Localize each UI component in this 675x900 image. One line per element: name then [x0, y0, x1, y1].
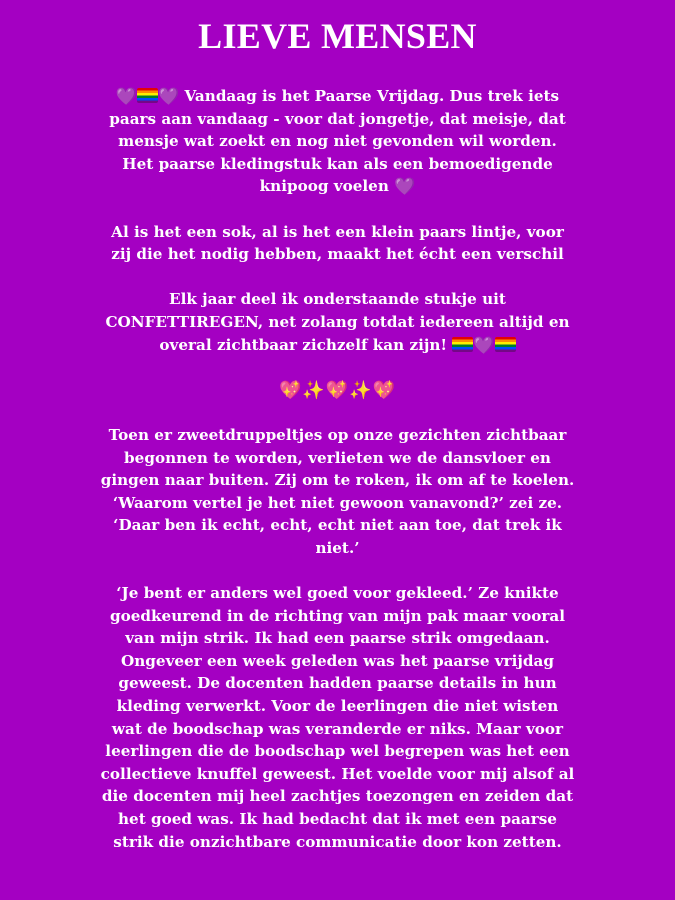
- sparkles-icon: ✨: [302, 379, 326, 401]
- purple-heart-icon: 💜: [115, 87, 138, 107]
- text-line: Al is het een sok, al is het een klein paars lintje, voor: [111, 222, 564, 241]
- text-segment: Vandaag is het Paarse Vrijdag. Dus trek iets: [184, 87, 560, 105]
- purple-heart-icon: 💜: [473, 335, 495, 356]
- text-line: goedkeurend in de richting van mijn pak maar vooral: [109, 606, 565, 625]
- pride-flag-icon: [495, 337, 516, 352]
- text-line: zij die het nodig hebben, maakt het écht een verschil: [111, 245, 564, 264]
- text-line: Ongeveer een week geleden was het paarse vrijdag: [121, 651, 554, 670]
- text-line: [30, 85, 645, 108]
- text-line: Elk jaar deel ik onderstaande stukje uit: [169, 290, 506, 309]
- page-title: LIEVE MENSEN: [198, 16, 477, 56]
- text-segment: overal zichtbaar zichzelf kan zijn!: [159, 335, 448, 354]
- text-line: niet.’: [315, 538, 360, 557]
- paragraph-story-part-2: [30, 582, 645, 853]
- purple-heart-icon: 💜: [158, 87, 180, 107]
- purple-heart-icon: 💜: [394, 177, 416, 198]
- sparkling-heart-icon: 💖: [372, 379, 397, 401]
- text-line: ‘Daar ben ik echt, echt, echt niet aan toe, dat trek ik: [113, 516, 562, 535]
- text-line: paars aan vandaag - voor dat jongetje, dat meisje, dat: [109, 109, 566, 128]
- text-segment: knipoog voelen: [259, 177, 389, 196]
- text-line: wat de boodschap was veranderde er niks. Maar voor: [111, 719, 564, 738]
- text-line: ‘Waarom vertel je het niet gewoon vanavond?’ zei ze.: [112, 493, 563, 512]
- text-line: Het paarse kledingstuk kan als een bemoedigende: [122, 154, 553, 173]
- text-line: ‘Je bent er anders wel goed voor gekleed.’ Ze knikte: [116, 584, 559, 603]
- paragraph-story-part-1: [30, 424, 645, 560]
- sparkling-heart-icon: 💖: [278, 379, 303, 401]
- sparkles-icon: ✨: [349, 379, 373, 401]
- text-line: van mijn strik. Ik had een paarse strik omgedaan.: [125, 629, 550, 648]
- text-line: Toen er zweetdruppeltjes op onze gezichten zichtbaar: [108, 425, 567, 444]
- post-body: [30, 85, 645, 853]
- pride-flag-icon: [452, 337, 473, 352]
- text-line: begonnen te worden, verlieten we de dansvloer en: [124, 448, 551, 467]
- text-line: gingen naar buiten. Zij om te roken, ik om af te koelen.: [100, 471, 575, 490]
- text-line: CONFETTIREGEN, net zolang totdat iedereen altijd en: [105, 312, 570, 331]
- text-line: leerlingen die de boodschap wel begrepen was het een: [105, 742, 570, 761]
- text-line: [30, 175, 645, 198]
- text-line: die docenten mij heel zachtjes toezongen en zeiden dat: [101, 787, 574, 806]
- text-line: het goed was. Ik had bedacht dat ik met een paarse: [118, 810, 557, 828]
- text-line: mensje wat zoekt en nog niet gevonden wil worden.: [118, 132, 557, 151]
- text-line: kleding verwerkt. Voor de leerlingen die niet wisten: [116, 697, 559, 716]
- text-line: [30, 334, 645, 357]
- text-line: geweest. De docenten hadden paarse details in hun: [118, 674, 557, 693]
- text-line: collectieve knuffel geweest. Het voelde voor mij alsof al: [100, 764, 575, 783]
- sparkling-heart-icon: 💖: [325, 379, 350, 401]
- paragraph-sock: [30, 221, 645, 266]
- text-line: strik die onzichtbare communicatie door kon zetten.: [113, 832, 562, 851]
- paragraph-confettiregen: [30, 288, 645, 356]
- pride-flag-icon: [137, 88, 158, 103]
- paragraph-purple-friday: [30, 85, 645, 198]
- emoji-divider: [30, 379, 645, 402]
